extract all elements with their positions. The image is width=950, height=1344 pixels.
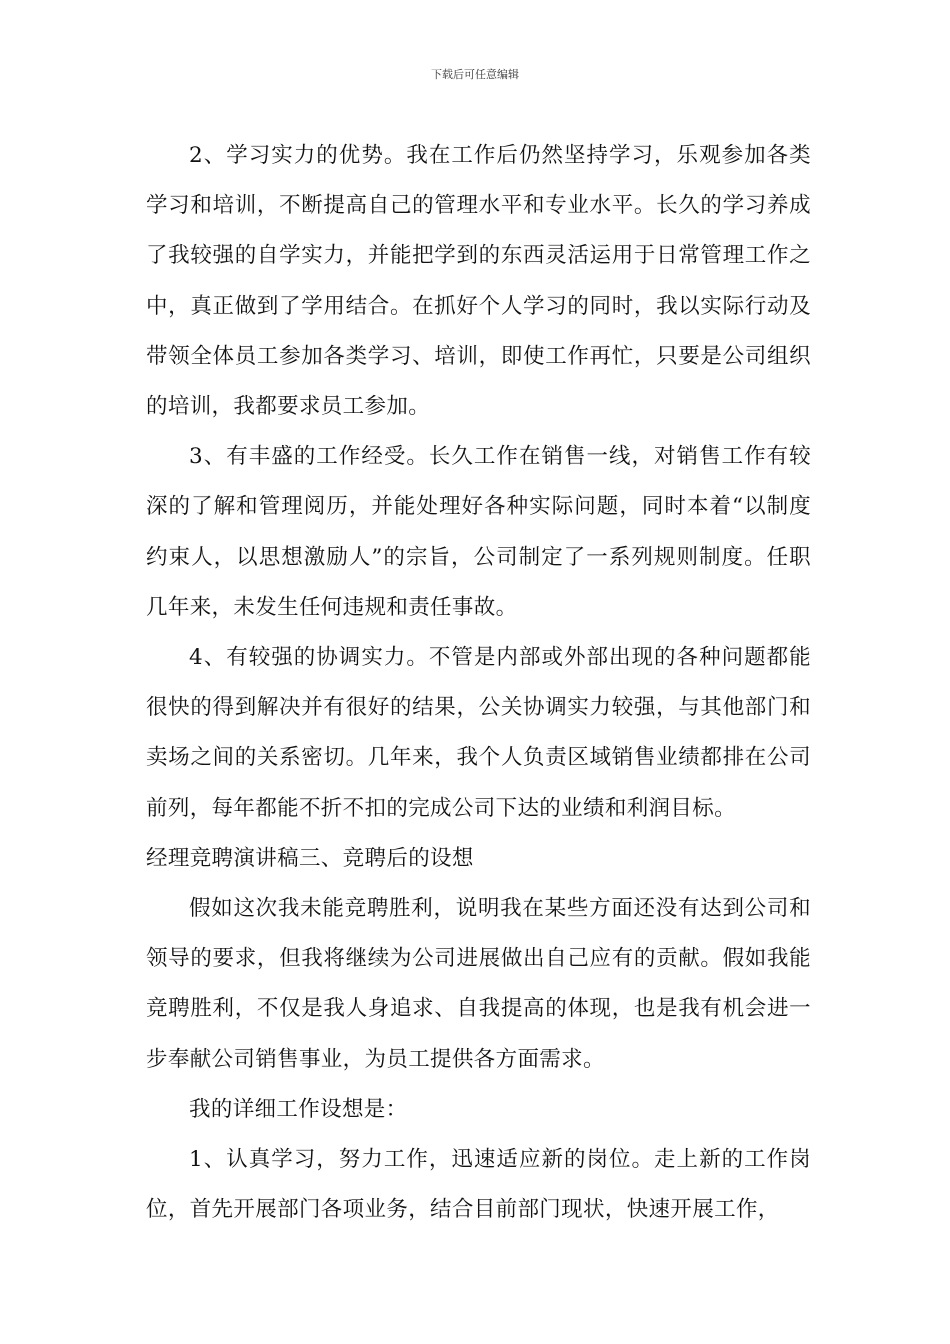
paragraph-learning-ability: 2、学习实力的优势。我在工作后仍然坚持学习，乐观参加各类学习和培训，不断提高自己的管理水平和专业水平。长久的学习养成了我较强的自学实力，并能把学到的东西灵活运用于日常管理工作之中，真正做到了学用结合。在抓好个人学习的同时，我以实际行动及带领全体员工参加各类学习、培训，即使工作再忙，只要是公司组织的培训，我都要求员工参加。 [146,143,811,420]
paragraph-coordination-ability: 4、有较强的协调实力。不管是内部或外部出现的各种问题都能很快的得到解决并有很好的结果，公关协调实力较强，与其他部门和卖场之间的关系密切。几年来，我个人负责区域销售业绩都排在公司前列，每年都能不折不扣的完成公司下达的业绩和利润目标。 [146,645,811,821]
section-heading: 经理竞聘演讲稿三、竞聘后的设想 [146,845,474,871]
page-header-note: 下载后可任意编辑 [431,68,519,81]
paragraph-work-experience: 3、有丰盛的工作经受。长久工作在销售一线，对销售工作有较深的了解和管理阅历，并能处理好各种实际问题，同时本着“以制度约束人，以思想激励人”的宗旨，公司制定了一系列规则制度。任职几年来，未发生任何违规和责任事故。 [146,444,811,620]
paragraph-plan-item-1: 1、认真学习，努力工作，迅速适应新的岗位。走上新的工作岗位，首先开展部门各项业务，结合目前部门现状，快速开展工作， [146,1147,811,1223]
document-body [146,131,811,1235]
paragraph-work-plan-intro: 我的详细工作设想是： [189,1096,408,1122]
paragraph-post-election-plan: 假如这次我未能竞聘胜利，说明我在某些方面还没有达到公司和领导的要求，但我将继续为公司进展做出自己应有的贡献。假如我能竞聘胜利，不仅是我人身追求、自我提高的体现，也是我有机会进一步奉献公司销售事业，为员工提供各方面需求。 [146,896,811,1072]
